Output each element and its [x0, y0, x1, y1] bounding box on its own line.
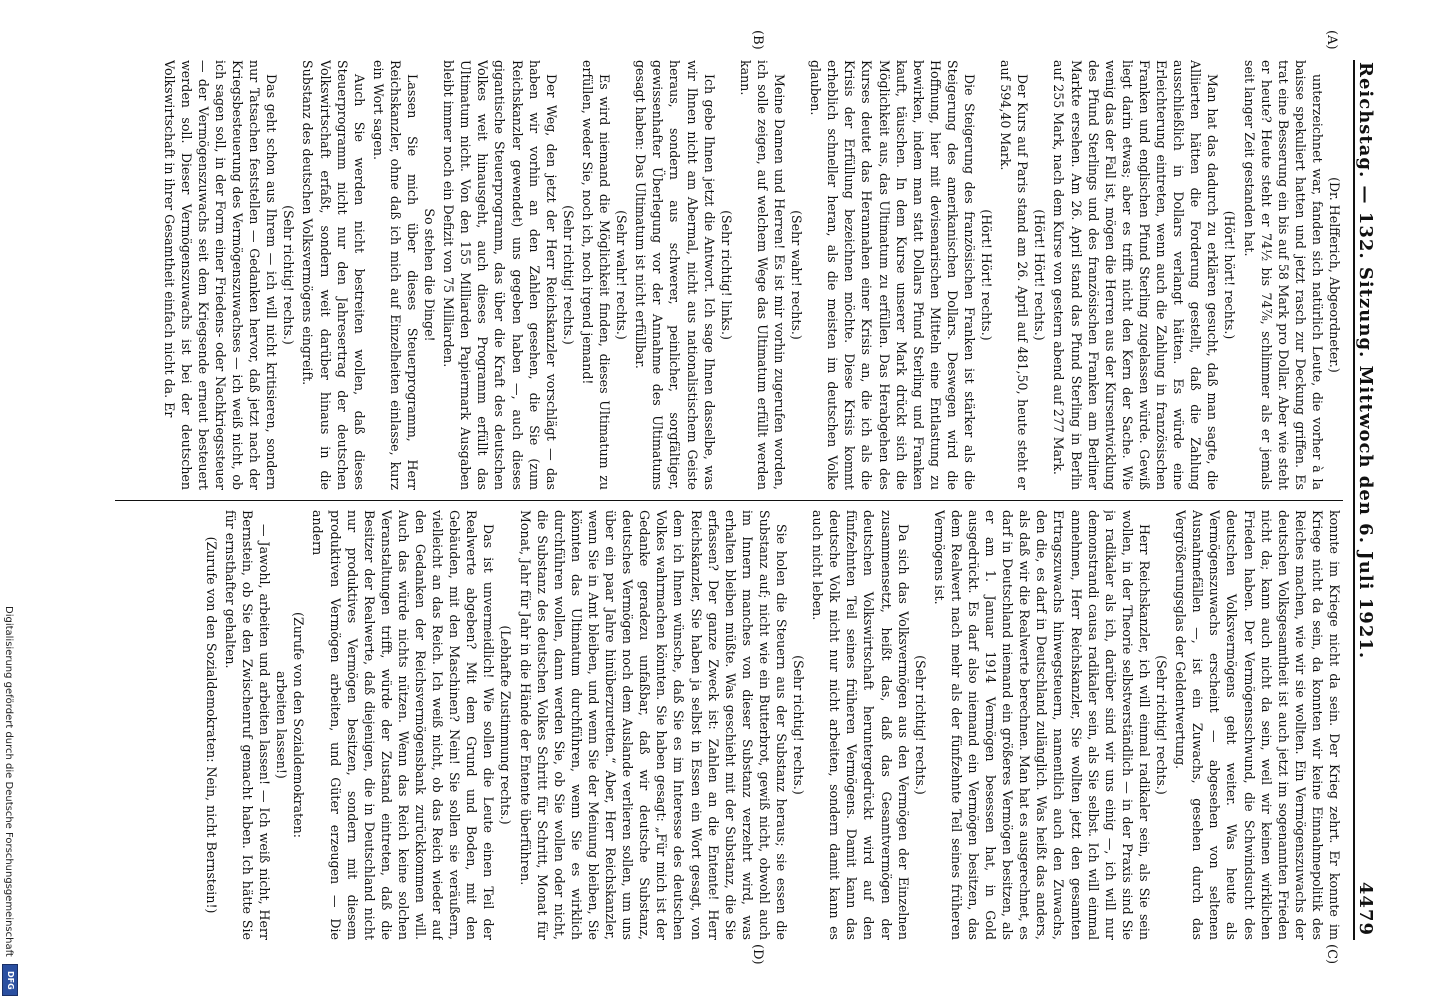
text-paragraph: Man hat das dadurch zu erklären gesucht, daß man sagte, die Alliierten hätten die Forderung gestellt, daß die Zahlung ausschließlich in Dollars verlangt hätten. Es würde eine Erleichterung eintreten, wenn auch die Zahlung in französischen Franken und englischen Pfund Sterling zugelassen würde. Gewiß liegt darin etwas; aber es trifft nicht den Kern der Sache. Wie wenig das der Fall ist, mögen die Herren aus der Kursentwicklung des Pfund Sterlings und des französischen Franken am Berliner Markte ersehen. Am 26. April stand das Pfund Sterling in Berlin auf 255 Mark, nach dem Kurse von gestern abend auf 277 Mark. — [1051, 60, 1221, 490]
interjection-remark: (Zurufe von den Sozialdemokraten: — [291, 612, 307, 838]
left-text-column — [115, 60, 1343, 490]
interjection-remark: So stehen die Dinge! — [422, 208, 438, 342]
text-paragraph: Das geht schon aus Ihrem — ich will nicht kritisieren, sondern nur Tatsachen feststellen — Gedanken hervor, daß jetzt nach der Kriegsbesteuerung des Vermögenszuwachses — ich weiß nicht, ob ich sagen soll, in der Form einer Friedens- oder Nachkriegssteuer — der Vermögenszuwachs seit dem Kriegsende erneut besteuert werden soll. Dieser Vermögenszuwachs ist bei der deutschen Volkswirtschaft in ihrer Gesamtheit einfach nicht da. Er — [161, 60, 280, 490]
interjection-remark: (Sehr richtig! rechts.) — [560, 205, 576, 345]
interjection-remark: (Sehr wahr! rechts.) — [789, 210, 805, 340]
text-paragraph: Ich gebe Ihnen jetzt die Antwort. Ich sage Ihnen dasselbe, was wir Ihnen nicht am Abermal, nicht aus nationalistischem Geiste heraus, sondern aus schwerer, peinlicher, sorgfältiger, gewissenhafter Überlegung vor der Annahme des Ultimatums gesagt haben: Das Ultimatum ist nicht erfüllbar. — [633, 60, 717, 490]
page-number: 4479 — [1355, 881, 1376, 936]
right-text-column — [115, 510, 1343, 940]
text-paragraph: konnte im Kriege nicht da sein. Der Krieg zehrt. Er konnte im Kriege nicht da sein, da konnten wir keine Einnahmepolitik des Reiches machen, wie wir sie wollten. Ein Vermögenszuwachs der deutschen Volksgesamtheit ist auch jetzt im sogenannten Frieden nicht da; kann auch nicht da sein, weil wir keinen wirklichen Frieden haben. Der Vermögensschwund, die Schwindsucht des deutschen Volksvermögens geht weiter. Was heute als Vermögenszuwachs erscheint — abgesehen von seltenen Ausnahmefällen —, ist ein Zuwachs, gesehen durch das Vergrößerungsglas der Geldentwertung. — [1173, 510, 1342, 940]
margin-marker-b: (B) — [750, 30, 765, 50]
margin-marker-c: (C) — [1324, 944, 1339, 965]
interjection-remark: (Lebhafte Zustimmung rechts.) — [498, 625, 514, 825]
dfg-logo: DFG — [2, 964, 18, 996]
interjection-remark: (Sehr richtig! rechts.) — [791, 655, 807, 795]
interjection-remark: arbeiten lassen!) — [274, 671, 290, 779]
text-paragraph: Das ist unvermeidlich! Wie sollen die Leute einen Teil der Realwerte abgeben? Mit dem Grund und Boden, mit den Gebäuden, mit den Maschinen? Nein! Sie sollen sie veräußern, vielleicht an das Reich. Ich weiß nicht, ob das Reich wieder auf den Gedanken der Reichsvermögensbank zurückkommen will. Auch das würde nichts nützen. Wenn das Reich keine solchen Veranstaltungen trifft, würde der Zustand eintreten, daß die Besitzer der Realwerte, daß diejenigen, die in Deutschland nicht nur produktives Vermögen besitzen, sondern mit diesem produktiven Vermögen arbeiten, und Güter erzeugen — Die andern — [310, 510, 497, 940]
margin-marker-d: (D) — [750, 944, 765, 965]
interjection-remark: (Sehr richtig! rechts.) — [1154, 655, 1170, 795]
text-paragraph: Herr Reichskanzler, ich will einmal radikaler sein, als Sie sein wollen, in der Theorie selbstverständlich — in der Praxis sind Sie ja radikaler als ich, darüber sind wir uns einig —, ich will nur demonstrandi causa radikaler sein, als Sie selbst. Ich will einmal annehmen, Herr Reichskanzler, Sie wollten jetzt den gesamten Ertragszuwachs hinwegsteuern, namentlich auch den Zuwachs, den die, es darf in Deutschland zulänglich. Was heißt das anders, als daß wir die Realwerte berechnen. Man hat es ausgerechnet, es darf in Deutschland niemand ein größeres Vermögen besitzen, als er am 1. Januar 1914 Vermögen besessen hat, in Gold ausgedrückt. Es darf also niemand ein Vermögen besitzen, das dem Realwert nach mehr als der fünfzehnte Teil seines früheren Vermögens ist. — [931, 510, 1152, 940]
text-paragraph: — Jawohl, arbeiten und arbeiten lassen! — Ich weiß nicht, Herr Bernstein, ob Sie den Zwischenruf gemacht haben. Ich hätte Sie für ernsthafter gehalten. — [223, 510, 273, 940]
interjection-remark: (Hört! Hört! rechts.) — [1032, 209, 1048, 341]
interjection-remark: (Dr. Helfferich, Abgeordneter.) — [1327, 177, 1342, 373]
text-paragraph: Da sich das Volksvermögen aus den Vermögen der Einzelnen zusammensetzt, heißt das, daß das Gesamtvermögen der deutschen Volkswirtschaft heruntergedrückt wird auf den fünfzehnten Teil seines früheren Vermögens. Damit kann das deutsche Volk nicht nur nicht arbeiten, sondern damit kann es auch nicht leben. — [810, 510, 911, 940]
interjection-remark: (Sehr richtig! rechts.) — [912, 655, 928, 795]
rotated-page-content — [115, 30, 1385, 965]
interjection-remark: (Hört! Hört! rechts.) — [979, 209, 995, 341]
text-paragraph: Lassen Sie mich über dieses Steuerprogramm, Herr Reichskanzler, ohne daß ich mich auf Einzelheiten einlasse, kurz ein Wort sagen. — [370, 60, 421, 490]
text-paragraph: Meine Damen und Herren! Es ist mir vorhin zugerufen worden, ich solle zeigen, auf welchem Wege das Ultimatum erfüllt werden kann. — [737, 60, 787, 490]
column-divider — [115, 500, 1343, 501]
interjection-remark: (Sehr richtig! rechts.) — [281, 205, 297, 345]
interjection-remark: (Hört! hört! rechts.) — [1222, 210, 1238, 340]
interjection-remark: (Sehr richtig! links.) — [718, 210, 734, 340]
text-paragraph: Der Kurs auf Paris stand am 26. April auf 481,50, heute steht er auf 594,40 Mark. — [998, 60, 1031, 490]
text-paragraph: unterzeichnet war, fanden sich natürlich Leute, die vorher à la baisse spekuliert hatten und jetzt rasch zur Deckung griffen. Es trat eine Besserung ein bis auf 58 Mark pro Dollar. Aber wie steht er heute? Heute steht er 74½ bis 74⅞, schlimmer als er jemals seit langer Zeit gestanden hat. — [1241, 60, 1325, 490]
text-paragraph: Sie holen die Steuern aus der Substanz heraus; sie essen die Substanz auf; nicht wie ein Butterbrot, gewiß nicht, obwohl auch im Innern manches von dieser Substanz verzehrt wird, was erhalten bleiben müßte. Was geschieht mit der Substanz, die Sie erfassen? Der ganze Zweck ist: Zahlen an die Entente! Herr Reichskanzler, Sie haben ja selbst in Essen ein Wort gesagt, von dem ich Ihnen wünsche, daß Sie es im Interesse des deutschen Volkes wahrmachen könnten. Sie haben gesagt: „Für mich ist der Gedanke geradezu unfaßbar, daß wir deutsche Substanz, deutsches Vermögen noch dem Auslande verlieren sollen, um uns über ein paar Jahre hinüberzuretten.“ Aber, Herr Reichskanzler, wenn Sie in Amt bleiben, und wenn Sie der Meinung bleiben, Sie könnten das Ultimatum durchführen, wenn Sie es wirklich durchführen wollen, dann werden Sie, ob Sie wollen oder nicht, die Substanz des deutschen Volkes Schritt für Schritt, Monat für Monat, Jahr für Jahr in die Hände der Entente überführen. — [517, 510, 789, 940]
text-paragraph: Es wird niemand die Möglichkeit finden, dieses Ultimatum zu erfüllen, weder Sie, noch ich, noch irgend jemand! — [579, 60, 613, 490]
text-paragraph: Die Steigerung des französischen Franken ist stärker als die Steigerung des amerikanischen Dollars. Deswegen wird die Hoffnung, hier mit devisenarischen Mitteln eine Entlastung zu bewirken, indem man statt Dollars Pfund Sterling und Franken kauft, täuschen. In dem Kurse unserer Mark drückt sich die Möglichkeit aus, das Ultimatum zu erfüllen. Das Herabgehen des Kurses deutet das Herannahen einer Krisis an, die ich als die Krisis der Erfüllung bezeichnen möchte. Diese Krisis kommt erheblich schneller heran, als die meisten im deutschen Volke glauben. — [808, 60, 978, 490]
margin-marker-a: (A) — [1324, 30, 1339, 50]
header-title: Reichstag. — 132. Sitzung. Mittwoch den 6. Juli 1921. — [1355, 62, 1376, 660]
page-header — [1353, 60, 1385, 940]
digitization-note: Digitalisierung gefördert durch die Deutsche Forschungsgemeinschaft — [3, 606, 14, 957]
text-paragraph: Auch Sie werden nicht bestreiten wollen, daß dieses Steuerprogramm nicht nur den Jahresertrag der deutschen Volkswirtschaft erfaßt, sondern weit darüber hinaus in die Substanz des deutschen Volksvermögens eingreift. — [300, 60, 367, 490]
interjection-remark: (Sehr wahr! rechts.) — [614, 210, 630, 340]
interjection-remark: (Zurufe von den Sozialdemokraten: Nein, nicht Bernstein!) — [203, 536, 219, 914]
text-paragraph: Der Weg, den jetzt der Herr Reichskanzler vorschlägt — das haben wir vorhin an den Zahlen gesehen, die Sie (zum Reichskanzler gewendet) uns gegeben haben —, auch dieses gigantische Steuerprogramm, das über die Kraft des deutschen Volkes weit hinausgeht, auch dieses Programm erfüllt das Ultimatum nicht. Von den 155 Milliarden Papiermark Ausgaben bleibt immer noch ein Defizit von 75 Milliarden. — [441, 60, 559, 490]
